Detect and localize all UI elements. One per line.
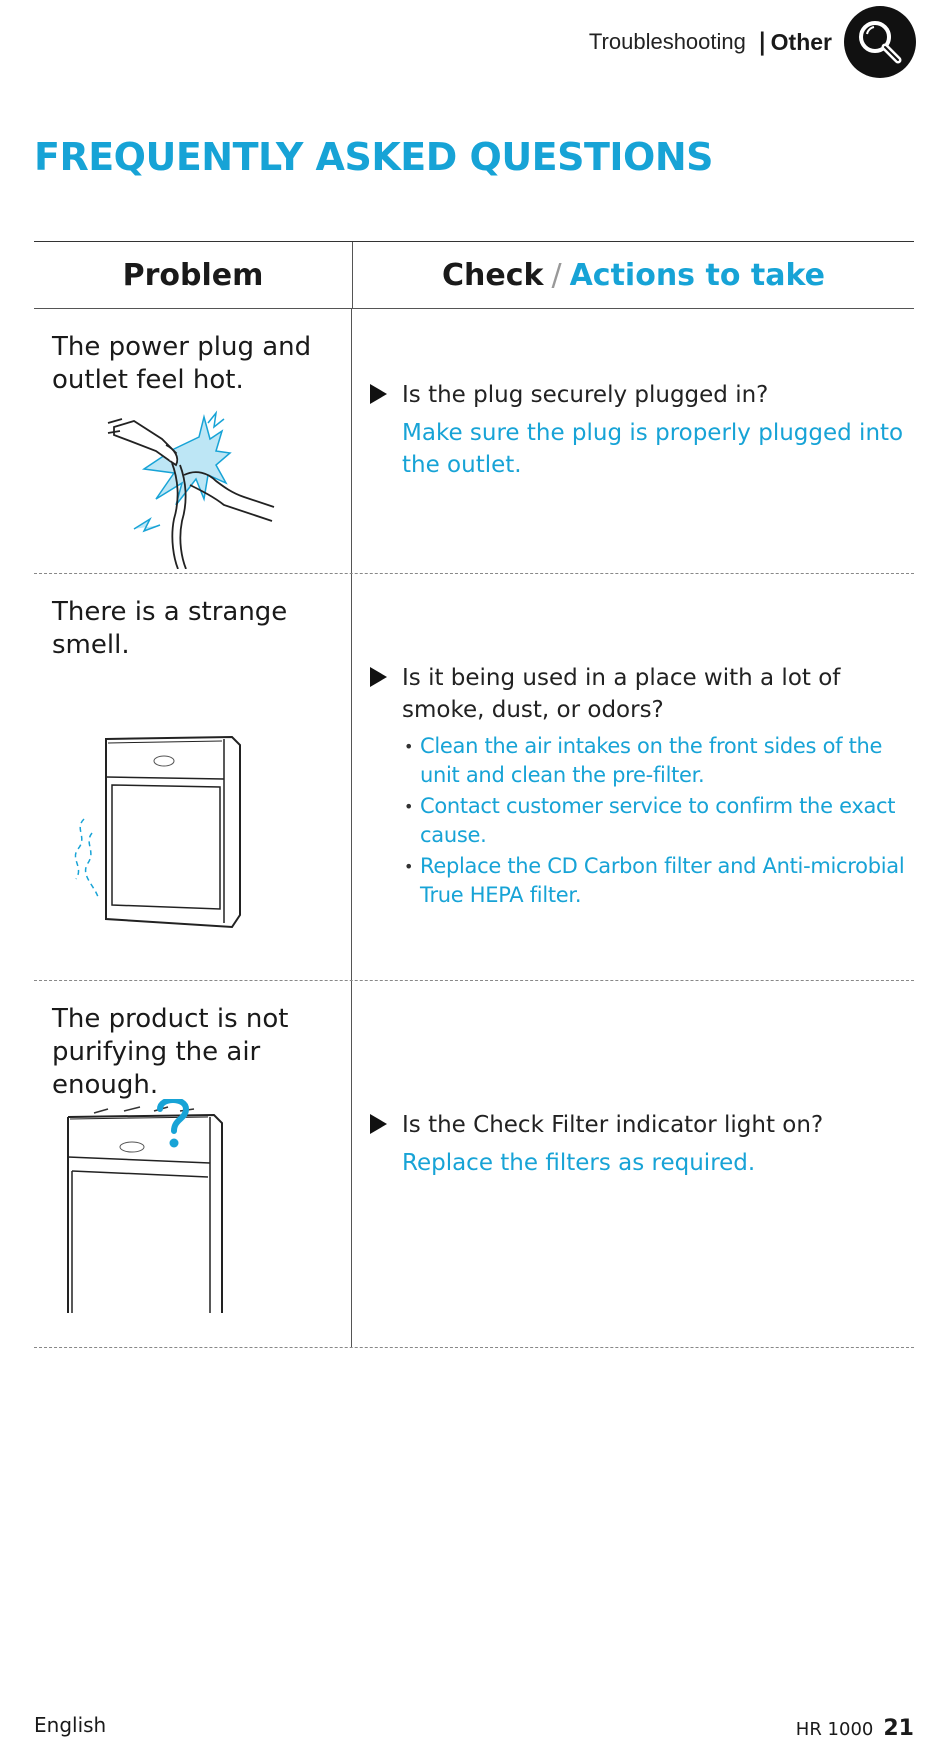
list-item: • Replace the CD Carbon filter and Anti-microbial True HEPA filter. bbox=[404, 854, 905, 907]
list-item: • Contact customer service to confirm the exact cause. bbox=[404, 794, 896, 847]
footer-model: HR 1000 bbox=[795, 1719, 874, 1740]
check-item bbox=[370, 1109, 900, 1141]
problem-cell bbox=[34, 574, 352, 980]
action-text: Clean the air intakes on the front sides of the unit and clean the pre-filter. bbox=[420, 734, 883, 787]
page-title: FREQUENTLY ASKED QUESTIONS bbox=[34, 135, 714, 179]
triangle-bullet-icon bbox=[370, 1114, 387, 1134]
check-item bbox=[370, 379, 900, 411]
problem-cell bbox=[34, 309, 352, 573]
hot-plug-illustration bbox=[104, 409, 284, 569]
header-problem: Problem bbox=[34, 242, 353, 308]
action-text: Replace the CD Carbon filter and Anti-microbial True HEPA filter. bbox=[420, 854, 905, 907]
problem-text: There is a strange smell. bbox=[52, 597, 288, 660]
check-text: Is the plug securely plugged in? bbox=[402, 382, 769, 408]
action-cell bbox=[352, 574, 914, 980]
triangle-bullet-icon bbox=[370, 384, 387, 404]
header-slash: / bbox=[551, 257, 562, 293]
action-cell bbox=[352, 309, 914, 573]
problem-text: The product is not purifying the air enough. bbox=[52, 1004, 289, 1100]
air-purifier-smell-illustration bbox=[64, 729, 264, 939]
footer-language: English bbox=[34, 1713, 107, 1737]
action-text: Contact customer service to confirm the exact cause. bbox=[420, 794, 896, 847]
check-text: Is the Check Filter indicator light on? bbox=[402, 1112, 824, 1138]
action-text: Replace the filters as required. bbox=[402, 1150, 756, 1176]
action-list bbox=[402, 732, 927, 912]
footer-page-info bbox=[796, 1716, 914, 1741]
header-check: Check bbox=[442, 257, 544, 293]
action-cell bbox=[352, 981, 914, 1347]
table-row bbox=[34, 309, 914, 574]
check-item bbox=[370, 662, 900, 726]
section-label: Troubleshooting bbox=[588, 29, 746, 54]
triangle-bullet-icon bbox=[370, 667, 387, 687]
subsection-label: Other bbox=[770, 28, 832, 55]
header-separator: | bbox=[757, 28, 767, 56]
problem-text: The power plug and outlet feel hot. bbox=[52, 332, 312, 395]
action-text: Make sure the plug is properly plugged into the outlet. bbox=[402, 420, 904, 478]
magnifier-icon bbox=[844, 6, 916, 78]
faq-table bbox=[34, 241, 914, 1348]
header-check-actions bbox=[353, 242, 914, 308]
header-actions: Actions to take bbox=[569, 257, 825, 293]
check-text: Is it being used in a place with a lot of smoke, dust, or odors? bbox=[402, 665, 841, 723]
list-item: • Clean the air intakes on the front sides of the unit and clean the pre-filter. bbox=[404, 734, 883, 787]
page-number: 21 bbox=[883, 1716, 914, 1741]
table-row bbox=[34, 574, 914, 981]
table-header bbox=[34, 241, 914, 309]
air-purifier-question-illustration bbox=[64, 1099, 264, 1313]
page-header bbox=[589, 6, 916, 78]
table-row bbox=[34, 981, 914, 1348]
problem-cell bbox=[34, 981, 352, 1347]
